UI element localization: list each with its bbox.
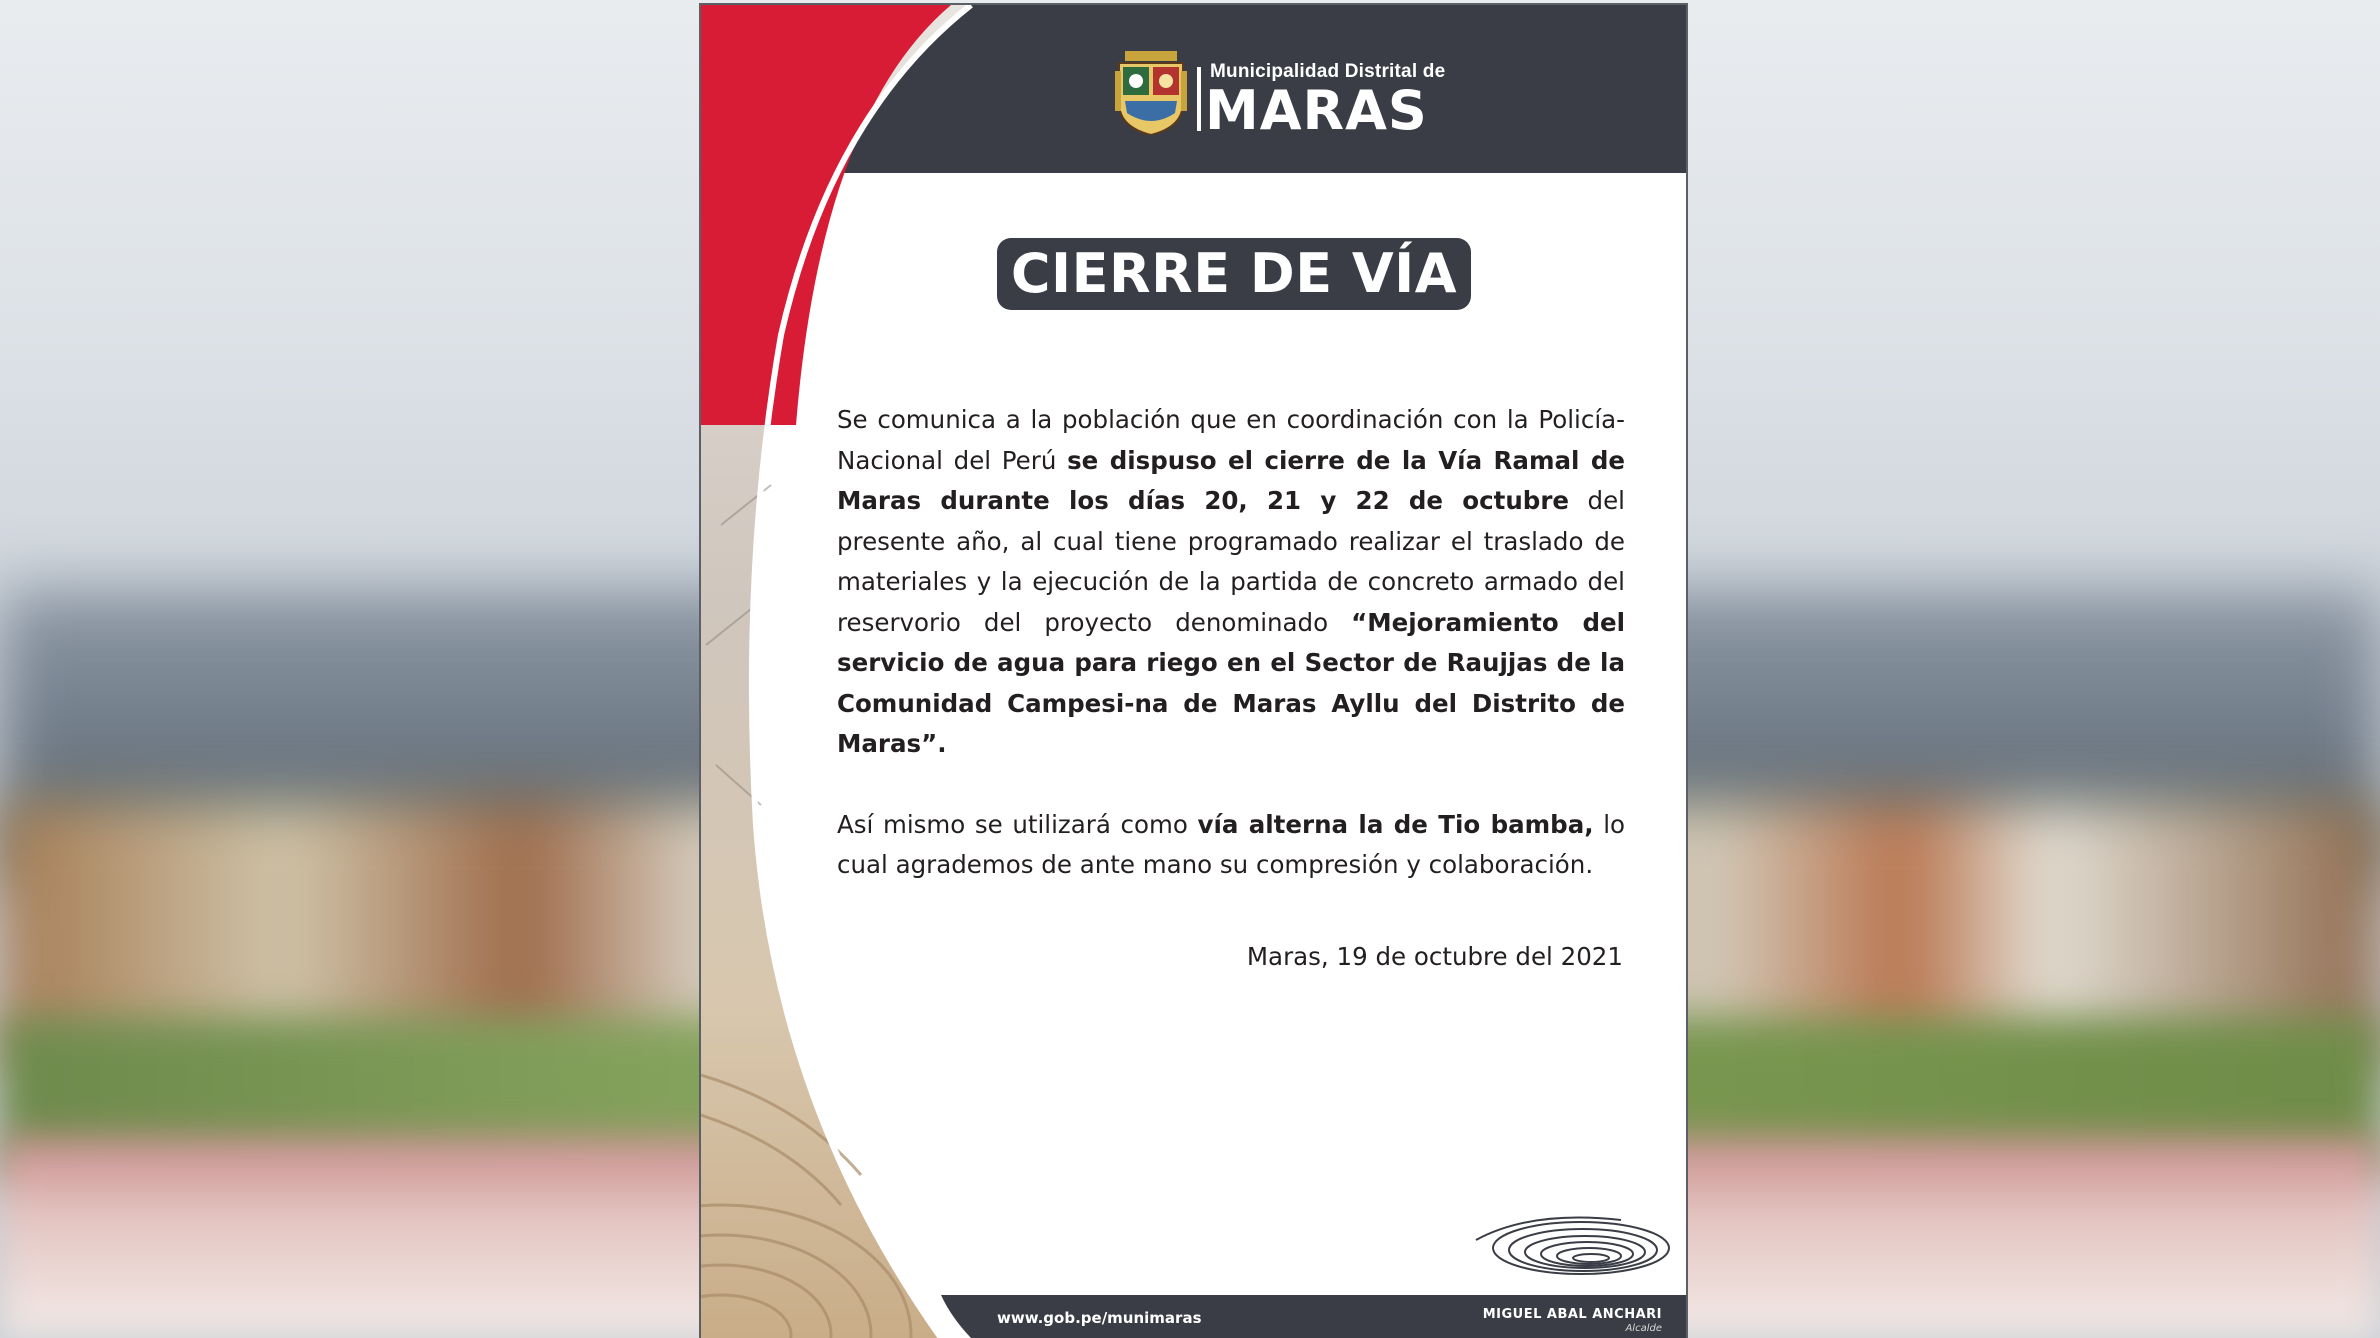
notice-paragraph-1 — [837, 400, 1625, 765]
paragraph-1-bold-a: se dispuso el cierre de la Vía Ramal de Maras durante los días 20, 21 y 22 de octubre — [837, 445, 1626, 515]
signer-name: MIGUEL ABAL ANCHARI — [1482, 1307, 1662, 1322]
paragraph-2-text-a: Así mismo se utilizará como — [837, 809, 1198, 839]
moray-terraces-icon — [1471, 1210, 1671, 1280]
notice-footer — [701, 1295, 1686, 1338]
coat-of-arms-icon — [1115, 51, 1187, 135]
website-url: www.gob.pe/munimaras — [997, 1309, 1202, 1327]
notice-body — [837, 400, 1625, 886]
paragraph-1-text-a: Se comunica a la población que en coordinación con la Policía-Nacional del Perú — [837, 405, 1625, 475]
municipality-prefix: Municipalidad Distrital de — [1210, 61, 1446, 82]
paragraph-2-text-b: lo cual agrademos de ante mano su compresión y colaboración. — [837, 809, 1625, 879]
signer-role: Alcalde — [1625, 1323, 1662, 1334]
notice-document — [701, 5, 1686, 1338]
notice-paragraph-2 — [837, 805, 1625, 886]
paragraph-1-bold-b: “Mejoramiento del servicio de agua para riego en el Sector de Raujjas de la Comunidad Campesi-na de Maras Ayllu del Distrito de Maras”. — [837, 607, 1625, 758]
paragraph-1-text-b: del presente año, al cual tiene programado realizar el traslado de materiales y la ejecución de la partida de concreto armado del reservorio del proyecto denominado — [837, 486, 1625, 637]
notice-title: CIERRE DE VÍA — [997, 238, 1471, 310]
municipality-name: MARAS — [1205, 79, 1428, 142]
notice-date: Maras, 19 de octubre del 2021 — [1246, 942, 1623, 971]
municipality-logo — [1115, 45, 1445, 140]
paragraph-2-bold-a: vía alterna la de Tio bamba, — [1197, 809, 1594, 839]
